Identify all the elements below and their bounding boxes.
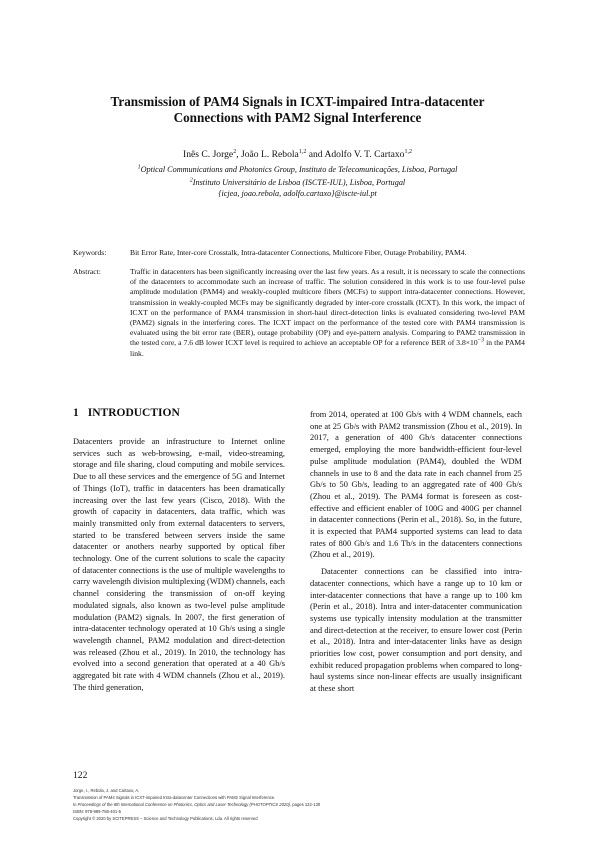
abstract-label: Abstract: <box>73 267 101 276</box>
author-2: João L. Rebola <box>240 149 299 160</box>
section-title: INTRODUCTION <box>87 407 180 419</box>
footer-authors: Jorge, I., Rebola, J. and Cartaxo, A. <box>73 788 140 793</box>
footer-conference: Proceedings of the 8th International Conference on Photonics, Optics and Laser Technology (PHOTOPTICS 2020) <box>77 802 290 807</box>
keywords-text: Bit Error Rate, Inter-core Crosstalk, Intra-datacenter Connections, Multicore Fiber, Outage Probability, PAM4. <box>130 248 467 257</box>
title-line-1: Transmission of PAM4 Signals in ICXT-impaired Intra-datacenter <box>110 94 485 109</box>
abstract-text <box>130 267 525 359</box>
footer-pages: , pages 122-130 <box>289 802 321 807</box>
page-number: 122 <box>73 770 88 781</box>
right-paragraph-2: Datacenter connections can be classified into intra-datacenter connections, which have a range up to 10 km or inter-datacenter connections that have a range up to 100 km (Perin et al., 2018). Intra and inter-datacenter communication systems use typically intensity modulation at the transmitter and direct-detection at the receiver, to ensure lower cost (Perin et al., 2018). Intra and inter-datacenter links have as design priorities low cost, power consumption and port density, and exhibit reduced propagation problems when compared to long-haul systems since non-linear effects are usually insignificant at these short <box>310 567 522 694</box>
footer-title: Transmission of PAM4 Signals in ICXT-impaired Intra-datacenter Connections with PAM2 Signal Interference. <box>73 795 276 800</box>
abstract-body: Traffic in datacenters has been significantly increasing over the last few years. As a result, it is necessary to scale the connections of the datacenters to accommodate such an increase of traffic. The solution considered in this work is to use four-level pulse amplitude modulation (PAM4) and weakly-coupled multicore fibers (MCFs) to support intra-datacenter connections. However, transmission in weakly-coupled MCFs may be significantly degraded by inter-core crosstalk (ICXT). In this work, the impact of ICXT on the performance of PAM4 transmission in short-haul direct-detection links is evaluated considering two-level PAM (PAM2) signals in the interfering cores. The ICXT impact on the performance of the tested core with PAM4 transmission is evaluated using the bit error rate (BER), outage probability (OP) and eye-pattern analysis. Comparing to PAM2 transmission in the tested core, a 7.6 dB lower ICXT level is required to achieve an acceptable OP for a reference BER of 3.8×10 <box>130 267 525 348</box>
left-column <box>73 436 285 693</box>
affiliation-2 <box>60 178 535 187</box>
author-separator: , <box>236 149 241 160</box>
footer-copyright: Copyright © 2020 by SCITEPRESS – Science and Technology Publications, Lda. All rights reserved <box>73 816 258 821</box>
left-paragraph-1: Datacenters provide an infrastructure to Internet online services such as web-browsing, e-mail, video-streaming, storage and file sharing, cloud computing and mobile services. Due to all these services and the emergence of 5G and Internet of Things (IoT), traffic in datacenters has been dramatically increasing over the last few years (Cisco, 2018). With the growth of capacity in datacenters, data traffic, which was mainly transmitted only from external datacenters to servers, started to be transfered between servers inside the same datacenter or anothers nearby supported by optical fiber technology. One of the current solutions to scale the capacity of datacenter connections is the use of multiple wavelengths to carry wavelength division multiplexing (WDM) channels, each channel considering the transmission of on-off keying modulated signals, also known as two-level pulse amplitude modulation (PAM2) signals. In 2007, the first generation of intra-datacenter technology operated at 10 Gb/s using a single wavelength channel, PAM2 modulation and direct-detection was released (Zhou et al., 2019). In 2010, the technology has evolved into a second generation that operated at a 40 Gb/s aggregated bit rate with 4 WDM channels (Zhou et al., 2019). The third generation, <box>73 437 285 692</box>
affiliation-1-marker: 1 <box>137 164 141 171</box>
section-heading <box>73 407 180 419</box>
footer-in: In <box>73 802 78 807</box>
author-1-affil: 2 <box>233 148 237 155</box>
keywords-label: Keywords: <box>73 248 107 257</box>
author-3: Adolfo V. T. Cartaxo <box>324 149 405 160</box>
affiliation-2-text: Instituto Universitário de Lisboa (ISCTE-IUL), Lisboa, Portugal <box>192 178 406 187</box>
section-number: 1 <box>73 407 79 419</box>
right-column <box>310 409 522 695</box>
footer-isbn: ISBN: 978-989-758-401-5 <box>73 809 121 814</box>
author-3-affil: 1,2 <box>404 148 412 155</box>
paper-title <box>60 94 535 126</box>
abstract-exponent: −3 <box>477 337 485 344</box>
footer-proceedings <box>73 801 320 808</box>
affiliation-1 <box>60 165 535 174</box>
author-separator: and <box>306 149 325 160</box>
title-line-2: Connections with PAM2 Signal Interference <box>173 110 422 125</box>
author-2-affil: 1,2 <box>298 148 307 155</box>
citation-footer <box>73 787 320 822</box>
author-emails: {icjea, joao.rebola, adolfo.cartaxo}@iscte-iul.pt <box>218 189 377 198</box>
affiliation-1-text: Optical Communications and Photonics Group, Instituto de Telecomunicações, Lisboa, Portugal <box>140 165 458 174</box>
right-paragraph-1: from 2014, operated at 100 Gb/s with 4 WDM channels, each one at 25 Gb/s with PAM2 transmission (Zhou et al., 2019). In 2017, a generation of 400 Gb/s datacenter connections emerged, employing the more bandwidth-efficient four-level pulse amplitude modulation (PAM4), doubled the WDM channels in use to 8 and the data rate in each channel from 25 Gb/s to 50 Gb/s, leading to an aggregated rate of 400 Gb/s (Zhou et al., 2019). The PAM4 format is foreseen as cost-effective and efficient enabler of 100G and 400G per channel in datacenter connections (Perin et al., 2018). So, in the future, it is expected that PAM4 supported systems can lead to data rates of 800 Gb/s and 1.6 Tb/s in the datacenters connections (Zhou et al., 2019). <box>310 410 522 560</box>
abstract-tail: in the PAM4 link. <box>130 338 525 358</box>
author-list <box>60 149 535 160</box>
affiliation-2-marker: 2 <box>189 177 193 184</box>
author-1: Inês C. Jorge <box>183 149 234 160</box>
